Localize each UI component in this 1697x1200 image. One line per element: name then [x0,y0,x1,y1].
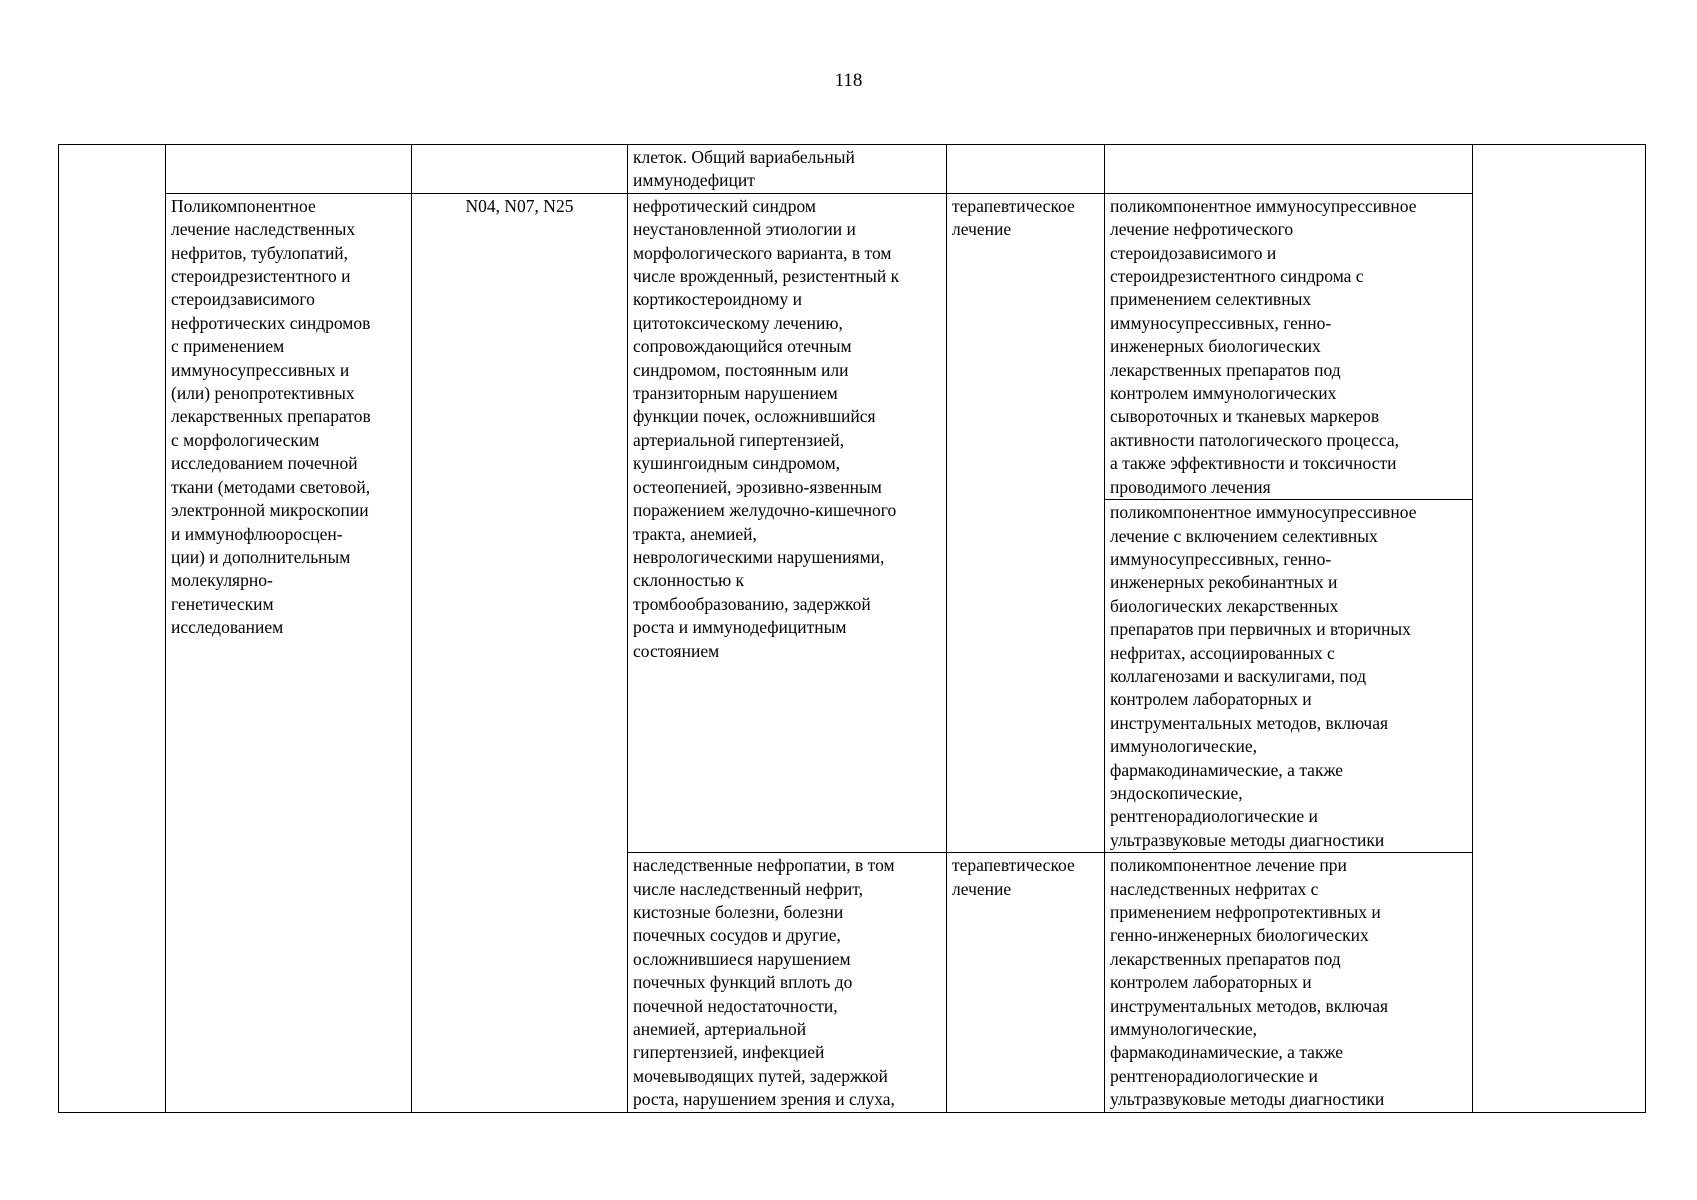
treatment-method-text: поликомпонентное лечение при наследственных нефритах с применением нефропротективных и генно-инженерных биологических лекарственных препаратов под контролем лабораторных и инструментальных методов, включая иммунологические, фармакодинамические, а также рентгенорадиологические и ультразвуковые методы диагностики [1110,855,1389,1110]
treatment-method-cell [1105,500,1473,853]
disease-cell [628,145,947,194]
treatment-type-text: терапевтическое лечение [952,195,1075,240]
treatment-type-cell [947,853,1105,1112]
treatment-method-cell [1105,193,1473,499]
icd-codes-text: N04, N07, N25 [465,195,574,216]
disease-cell [628,193,947,852]
medical-services-table [58,144,1646,1113]
treatment-method-text: поликомпонентное иммуносупрессивное лечение с включением селективных иммуносупрессивных, генно- инженерных рекобинантных и биологических лекарственных препаратов при первичных и вторичных нефритах, ассоциированных с коллагенозами и васкулигами, под контролем лабораторных и инструментальных методов, включая иммунологические, фармакодинамические, а также эндоскопические, рентгенорадиологические и ультразвуковые методы диагностики [1110,502,1417,850]
service-name-text: Поликомпонентное лечение наследственных нефритов, тубулопатий, стероидрезистентного и стероидзависимого нефротических синдромов с применением иммуносупрессивных и (или) ренопротективных лекарственных препаратов с морфологическим исследованием почечной ткани (методами световой, электронной микроскопии и иммунофлюоросцен- ции) и дополнительным молекулярно- генетическим исследованием [171,195,371,638]
empty-treatment-type-cell [947,145,1105,194]
table-row [59,193,1646,499]
empty-method-cell [166,145,412,194]
disease-text: наследственные нефропатии, в том числе наследственный нефрит, кистозные болезни, болезни почечных сосудов и другие, осложнившиеся нарушением почечных функций вплоть до почечной недостаточности, анемией, артериальной гипертензией, инфекцией мочевыводящих путей, задержкой роста, нарушением зрения и слуха, [633,855,895,1110]
icd-codes-cell [412,193,628,1112]
table-row [59,145,1646,194]
service-name-cell [166,193,412,1112]
treatment-type-cell [947,193,1105,852]
empty-cost-cell [1473,145,1646,1113]
disease-cell [628,853,947,1112]
empty-codes-cell [412,145,628,194]
treatment-method-cell [1105,853,1473,1112]
disease-text: клеток. Общий вариабельный иммунодефицит [633,147,855,191]
treatment-method-text: поликомпонентное иммуносупрессивное лечение нефротического стероидозависимого и стероидрезистентного синдрома с применением селективных иммуносупрессивных, генно- инженерных биологических лекарственных препаратов под контролем иммунологических сывороточных и тканевых маркеров активности патологического процесса, а также эффективности и токсичности проводимого лечения [1110,195,1417,497]
empty-number-cell [59,145,166,1113]
empty-treatment-method-cell [1105,145,1473,194]
treatment-type-text: терапевтическое лечение [952,855,1075,899]
disease-text: нефротический синдром неустановленной этиологии и морфологического варианта, в том числе врожденный, резистентный к кортикостероидному и цитотоксическому лечению, сопровождающийся отечным синдромом, постоянным или транзиторным нарушением функции почек, осложнившийся артериальной гипертензией, кушингоидным синдромом, остеопенией, эрозивно-язвенным поражением желудочно-кишечного тракта, анемией, неврологическими нарушениями, склонностью к тромбообразованию, задержкой роста и иммунодефицитным состоянием [633,195,900,661]
page-number: 118 [834,70,863,91]
